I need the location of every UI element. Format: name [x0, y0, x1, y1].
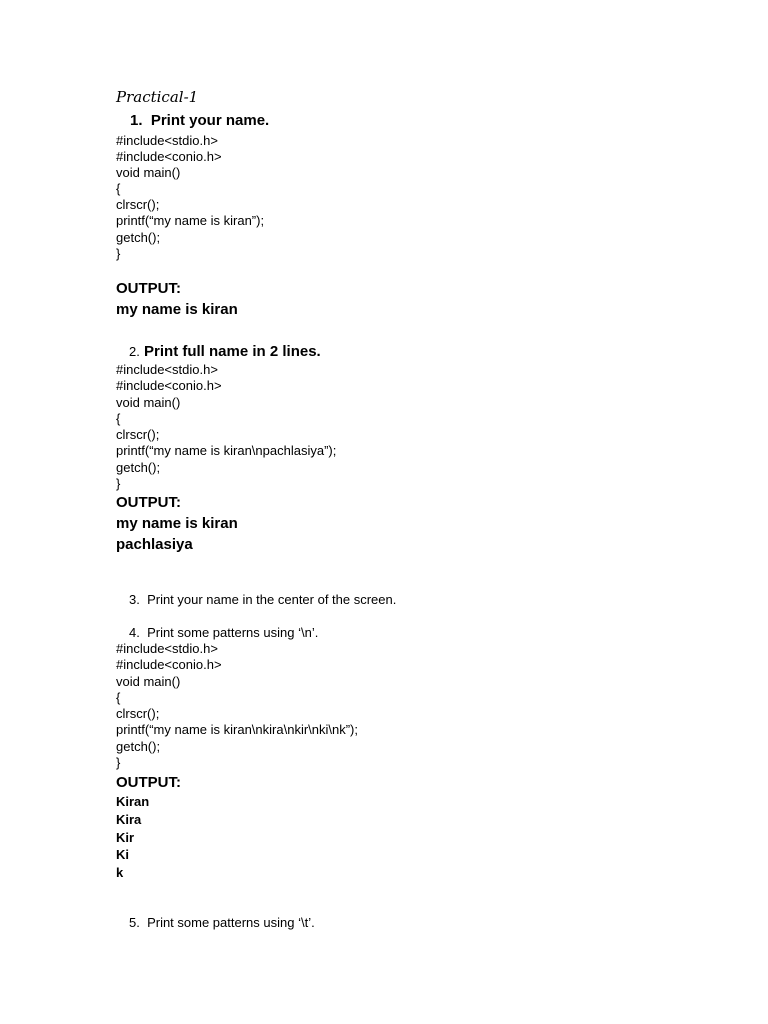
code-line: { [116, 181, 121, 196]
output-line: Ki [116, 847, 129, 862]
code-line: void main() [116, 165, 181, 180]
code-line: #include<conio.h> [116, 149, 222, 164]
code-line: #include<stdio.h> [116, 641, 218, 656]
code-line: } [116, 755, 121, 770]
output-line: Kir [116, 830, 135, 845]
section-1-heading: 1. Print your name. [130, 112, 270, 129]
output-line: k [116, 865, 124, 880]
output-label: OUTPUT: [116, 280, 181, 297]
code-line: printf(“my name is kiran\npachlasiya”); [116, 443, 337, 458]
code-line: { [116, 411, 121, 426]
code-line: getch(); [116, 460, 161, 475]
code-line: printf(“my name is kiran”); [116, 213, 265, 228]
section-4-heading: 4. Print some patterns using ‘\n’. [129, 625, 319, 640]
code-line: clrscr(); [116, 706, 160, 721]
code-line: #include<stdio.h> [116, 133, 218, 148]
code-line: } [116, 476, 121, 491]
output-line: pachlasiya [116, 536, 193, 553]
output-label: OUTPUT: [116, 494, 181, 511]
code-line: void main() [116, 674, 181, 689]
section-heading-text: Print full name in 2 lines. [144, 343, 321, 360]
code-line: #include<stdio.h> [116, 362, 218, 377]
output-line: Kira [116, 812, 142, 827]
output-label: OUTPUT: [116, 774, 181, 791]
section-5-heading: 5. Print some patterns using ‘\t’. [129, 915, 315, 930]
section-3-heading: 3. Print your name in the center of the screen. [129, 592, 397, 607]
code-line: } [116, 246, 121, 261]
code-line: void main() [116, 395, 181, 410]
code-line: clrscr(); [116, 197, 160, 212]
code-line: #include<conio.h> [116, 378, 222, 393]
code-line: { [116, 690, 121, 705]
output-line: my name is kiran [116, 301, 238, 318]
code-line: getch(); [116, 739, 161, 754]
code-line: clrscr(); [116, 427, 160, 442]
code-line: printf(“my name is kiran\nkira\nkir\nki\nk”); [116, 722, 358, 737]
section-2-heading [129, 344, 321, 359]
page-title: Practical-1 [116, 88, 199, 106]
code-line: #include<conio.h> [116, 657, 222, 672]
code-line: getch(); [116, 230, 161, 245]
output-line: my name is kiran [116, 515, 238, 532]
output-line: Kiran [116, 794, 150, 809]
section-number: 2. [129, 344, 140, 359]
